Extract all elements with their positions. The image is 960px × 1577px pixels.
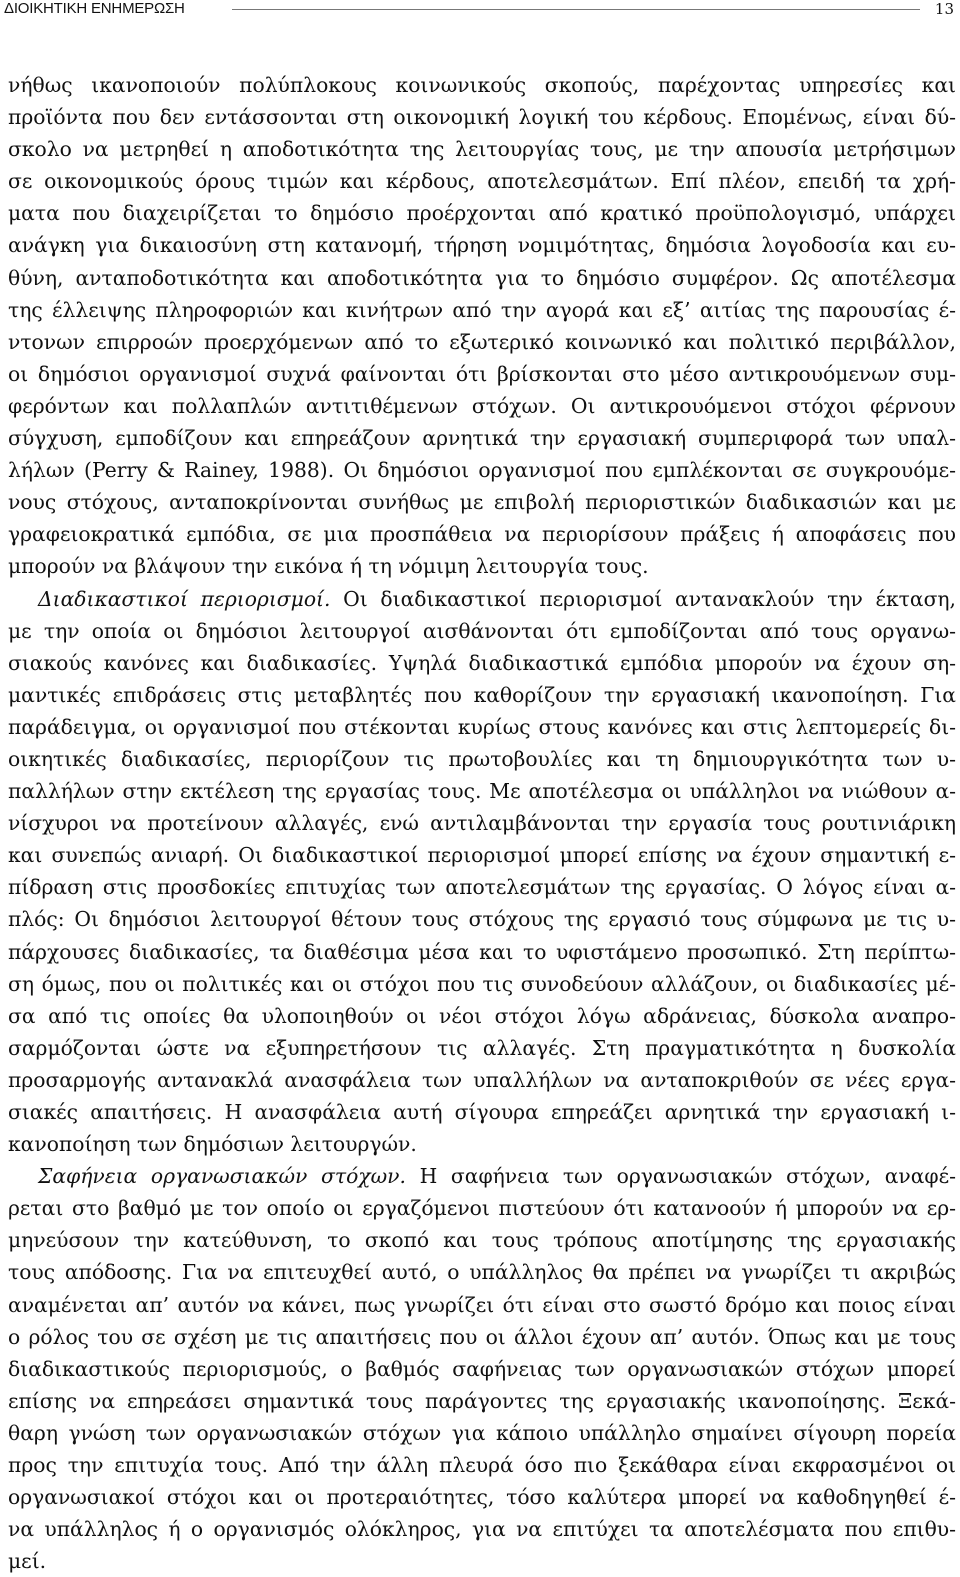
text-line: μηνεύσουν την κατεύθυνση, το σκοπό και τους τρόπους αποτίμησης της εργασιακής (8, 1228, 956, 1253)
text-line: με την οποία οι δημόσιοι λειτουργοί αισθάνονται ότι εμποδίζονται από τους οργανω- (8, 618, 956, 643)
text-line: νίσχυροι να προτείνουν αλλαγές, ενώ αντιλαμβάνονται την εργασία τους ρουτινιάρικη (8, 811, 956, 836)
text-line: διαδικαστικούς περιορισμούς, ο βαθμός σαφήνειας των οργανωσιακών στόχων μπορεί (8, 1356, 956, 1381)
text-line: επίσης να επηρεάσει σημαντικά τους παράγοντες της εργασιακής ικανοποίησης. Ξεκά- (8, 1388, 956, 1413)
paragraph-start-clarity (8, 1160, 956, 1192)
text-line: πάρχουσες διαδικασίες, τα διαθέσιμα μέσα και το υφιστάμενο προσωπικό. Στη περίπτω- (8, 939, 956, 964)
header-rule (232, 9, 920, 10)
text-line: ο ρόλος του σε σχέση με τις απαιτήσεις που οι άλλοι έχουν απ’ αυτόν. Όπως και με τους (8, 1324, 956, 1349)
text-line: μαντικές επιδράσεις στις μεταβλητές που καθορίζουν την εργασιακή ικανοποίηση. Για (8, 682, 956, 707)
text-line: και συνεπώς ανιαρή. Οι διαδικαστικοί περιορισμοί μπορεί επίσης να έχουν σημαντική ε- (8, 843, 956, 868)
text-line: σιακές απαιτήσεις. Η ανασφάλεια αυτή σίγουρα επηρεάζει αρνητικά την εργασιακή ι- (8, 1100, 956, 1124)
section-heading-procedural: Διαδικαστικοί περιορισμοί. (38, 586, 331, 611)
text-line: σε οικονομικούς όρους τιμών και κέρδους, αποτελεσμάτων. Επί πλέον, επειδή τα χρή- (8, 169, 956, 194)
paragraph-start-procedural (8, 583, 956, 615)
body-text (8, 69, 956, 1577)
text-line: σιακούς κανόνες και διαδικασίες. Υψηλά διαδικαστικά εμπόδια μπορούν να έχουν ση- (8, 650, 956, 675)
text-line: σα από τις οποίες θα υλοποιηθούν οι νέοι στόχοι λόγω αδράνειας, δύσκολα αναπρο- (8, 1003, 956, 1028)
text-line: θαρη γνώση των οργανωσιακών στόχων για κάποιο υπάλληλο σημαίνει σίγουρη πορεία (8, 1420, 956, 1445)
text-line: οργανωσιακοί στόχοι και οι προτεραιότητες, τόσο καλύτερα μπορεί να καθοδηγηθεί έ- (8, 1485, 956, 1510)
text-line: μπορούν να βλάψουν την εικόνα ή τη νόμιμη λειτουργία τους. (8, 554, 649, 579)
text-line: παλλήλων στην εκτέλεση της εργασίας τους. Με αποτέλεσμα οι υπάλληλοι να νιώθουν α- (8, 779, 956, 804)
text-line: γραφειοκρατικά εμπόδια, σε μια προσπάθεια να περιορίσουν πράξεις ή αποφάσεις που (8, 522, 956, 547)
text-line: θύνη, ανταποδοτικότητα και αποδοτικότητα για το δημόσιο συμφέρον. Ως αποτέλεσμα (8, 265, 956, 290)
text-line: Η σαφήνεια των οργανωσιακών στόχων, αναφέ- (419, 1164, 956, 1189)
text-line: της έλλειψης πληροφοριών και κινήτρων από την αγορά και εξ’ αιτίας της παρουσίας έ- (8, 297, 956, 322)
text-line: προς την επιτυχία τους. Από την άλλη πλευρά όσο πιο ξεκάθαρα είναι εκφρασμένοι οι (8, 1453, 956, 1478)
text-line: προσαρμογής αντανακλά ανασφάλεια των υπαλλήλων να ανταποκριθούν σε νέες εργα- (8, 1067, 956, 1092)
text-line: λήλων (Perry & Rainey, 1988). Οι δημόσιοι οργανισμοί που εμπλέκονται σε συγκρουόμε- (8, 458, 956, 483)
text-line: μεί. (8, 1549, 47, 1574)
section-heading-clarity: Σαφήνεια οργανωσιακών στόχων. (38, 1164, 406, 1189)
text-line: σαρμόζονται ώστε να εξυπηρετήσουν τις αλλαγές. Στη πραγματικότητα η δυσκολία (8, 1035, 956, 1060)
running-head (0, 0, 960, 20)
text-line: νήθως ικανοποιούν πολύπλοκους κοινωνικούς σκοπούς, παρέχοντας υπηρεσίες και (8, 73, 956, 97)
text-line: ματα που διαχειρίζεται το δημόσιο προέρχονται από κρατικό προϋπολογισμό, υπάρχει (8, 201, 956, 226)
text-line: αναμένεται απ’ αυτόν να κάνει, πως γνωρίζει ότι είναι στο σωστό δρόμο και ποιος είναι (8, 1292, 956, 1317)
text-line: προϊόντα που δεν εντάσσονται στη οικονομική λογική του κέρδους. Επομένως, είναι δύ- (8, 105, 956, 130)
text-line: οικητικές διαδικασίες, περιορίζουν τις πρωτοβουλίες και τη δημιουργικότητα των υ- (8, 746, 956, 771)
text-line: φερόντων και πολλαπλών αντιτιθέμενων στόχων. Οι αντικρουόμενοι στόχοι φέρνουν (8, 393, 956, 418)
text-line: πλός: Οι δημόσιοι λειτουργοί θέτουν τους στόχους της εργασιό τους σύμφωνα με τις υ- (8, 907, 956, 932)
text-line: ρεται στο βαθμό με τον οποίο οι εργαζόμενοι πιστεύουν ότι κατανοούν ή μπορούν να ερ- (8, 1196, 956, 1221)
text-line: παράδειγμα, οι οργανισμοί που στέκονται κυρίως στους κανόνες και στις λεπτομερείς δι- (8, 714, 956, 739)
text-line: Οι διαδικαστικοί περιορισμοί αντανακλούν την έκταση, (343, 586, 956, 611)
text-line: κανοποίηση των δημόσιων λειτουργών. (8, 1132, 417, 1157)
page-number: 13 (934, 0, 954, 18)
text-line: πίδραση στις προσδοκίες επιτυχίας των αποτελεσμάτων της εργασίας. Ο λόγος είναι α- (8, 875, 956, 900)
text-line: οι δημόσιοι οργανισμοί συχνά φαίνονται ότι βρίσκονται στο μέσο αντικρουόμενων συμ- (8, 361, 956, 386)
text-line: να υπάλληλος ή ο οργανισμός ολόκληρος, για να επιτύχει τα αποτελέσματα που επιθυ- (8, 1517, 956, 1542)
text-line: νους στόχους, ανταποκρίνονται συνήθως με επιβολή περιοριστικών διαδικασιών και με (8, 490, 956, 515)
text-line: ση όμως, που οι πολιτικές και οι στόχοι που τις συνοδεύουν αλλάζουν, οι διαδικασίες μέ- (8, 971, 956, 996)
journal-title: ΔΙΟΙΚΗΤΙΚΗ ΕΝΗΜΕΡΩΣΗ (4, 0, 191, 18)
text-line: σκολο να μετρηθεί η αποδοτικότητα της λειτουργίας τους, με την απουσία μετρήσιμων (8, 137, 956, 162)
text-line: ντονων επιρροών προερχόμενων από το εξωτερικό κοινωνικό και πολιτικό περιβάλλον, (8, 329, 956, 354)
text-line: σύγχυση, εμποδίζουν και επηρεάζουν αρνητικά την εργασιακή συμπεριφορά των υπαλ- (8, 426, 956, 451)
text-line: τους απόδοσης. Για να επιτευχθεί αυτό, ο υπάλληλος θα πρέπει να γνωρίζει τι ακριβώς (8, 1260, 956, 1285)
text-line: ανάγκη για δικαιοσύνη στη κατανομή, τήρηση νομιμότητας, δημόσια λογοδοσία και ευ- (8, 233, 956, 258)
